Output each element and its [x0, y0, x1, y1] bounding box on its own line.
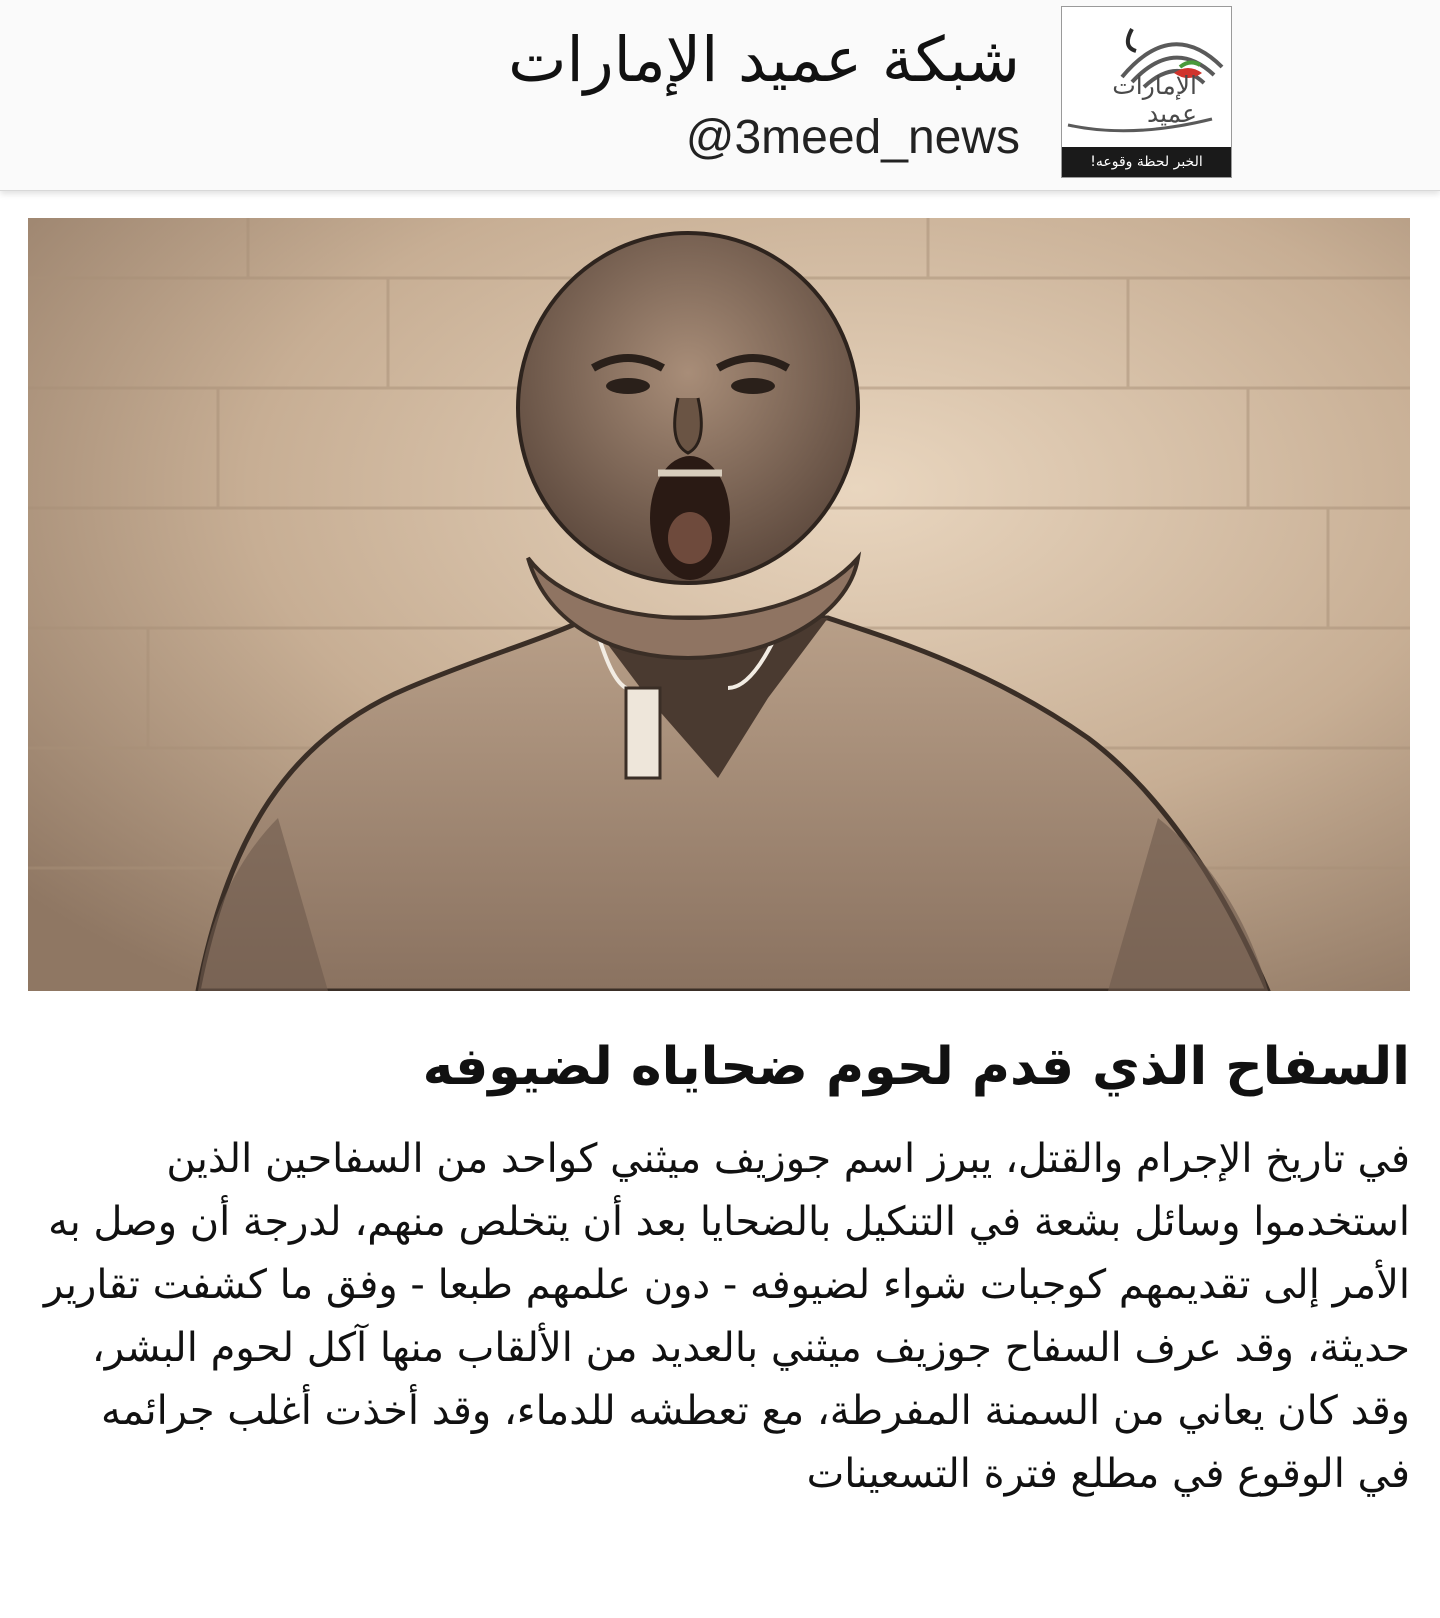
channel-info	[508, 20, 1020, 168]
logo-text-line2: عميد	[1146, 99, 1197, 128]
article-headline[interactable]: السفاح الذي قدم لحوم ضحاياه لضيوفه	[422, 1037, 1410, 1097]
channel-header	[0, 0, 1440, 191]
channel-logo[interactable]	[1061, 6, 1232, 178]
prisoner-photo-icon	[28, 218, 1410, 991]
logo-text-line1: الإمارات	[1112, 71, 1197, 100]
article-body: في تاريخ الإجرام والقتل، يبرز اسم جوزيف ميثني كواحد من السفاحين الذين استخدموا وسائل بشعة في التنكيل بالضحايا بعد أن يتخلص منهم، لدرجة أن وصل به الأمر إلى تقديمهم كوجبات شواء لضيوفه - دون علمهم طبعا - وفق ما كشفت تقارير حديثة، وقد عرف السفاح جوزيف ميثني بالعديد من الألقاب منها آكل لحوم البشر، وقد كان يعاني من السمنة المفرطة، مع تعطشه للدماء، وقد أخذت أغلب جرائمه في الوقوع في مطلع فترة التسعينات	[43, 1136, 1410, 1497]
channel-name[interactable]: شبكة عميد الإمارات	[508, 23, 1020, 96]
logo-tagline: الخبر لحظة وقوعه!	[1062, 147, 1231, 177]
channel-handle[interactable]: @3meed_news	[685, 111, 1020, 164]
article-photo[interactable]	[28, 218, 1410, 991]
